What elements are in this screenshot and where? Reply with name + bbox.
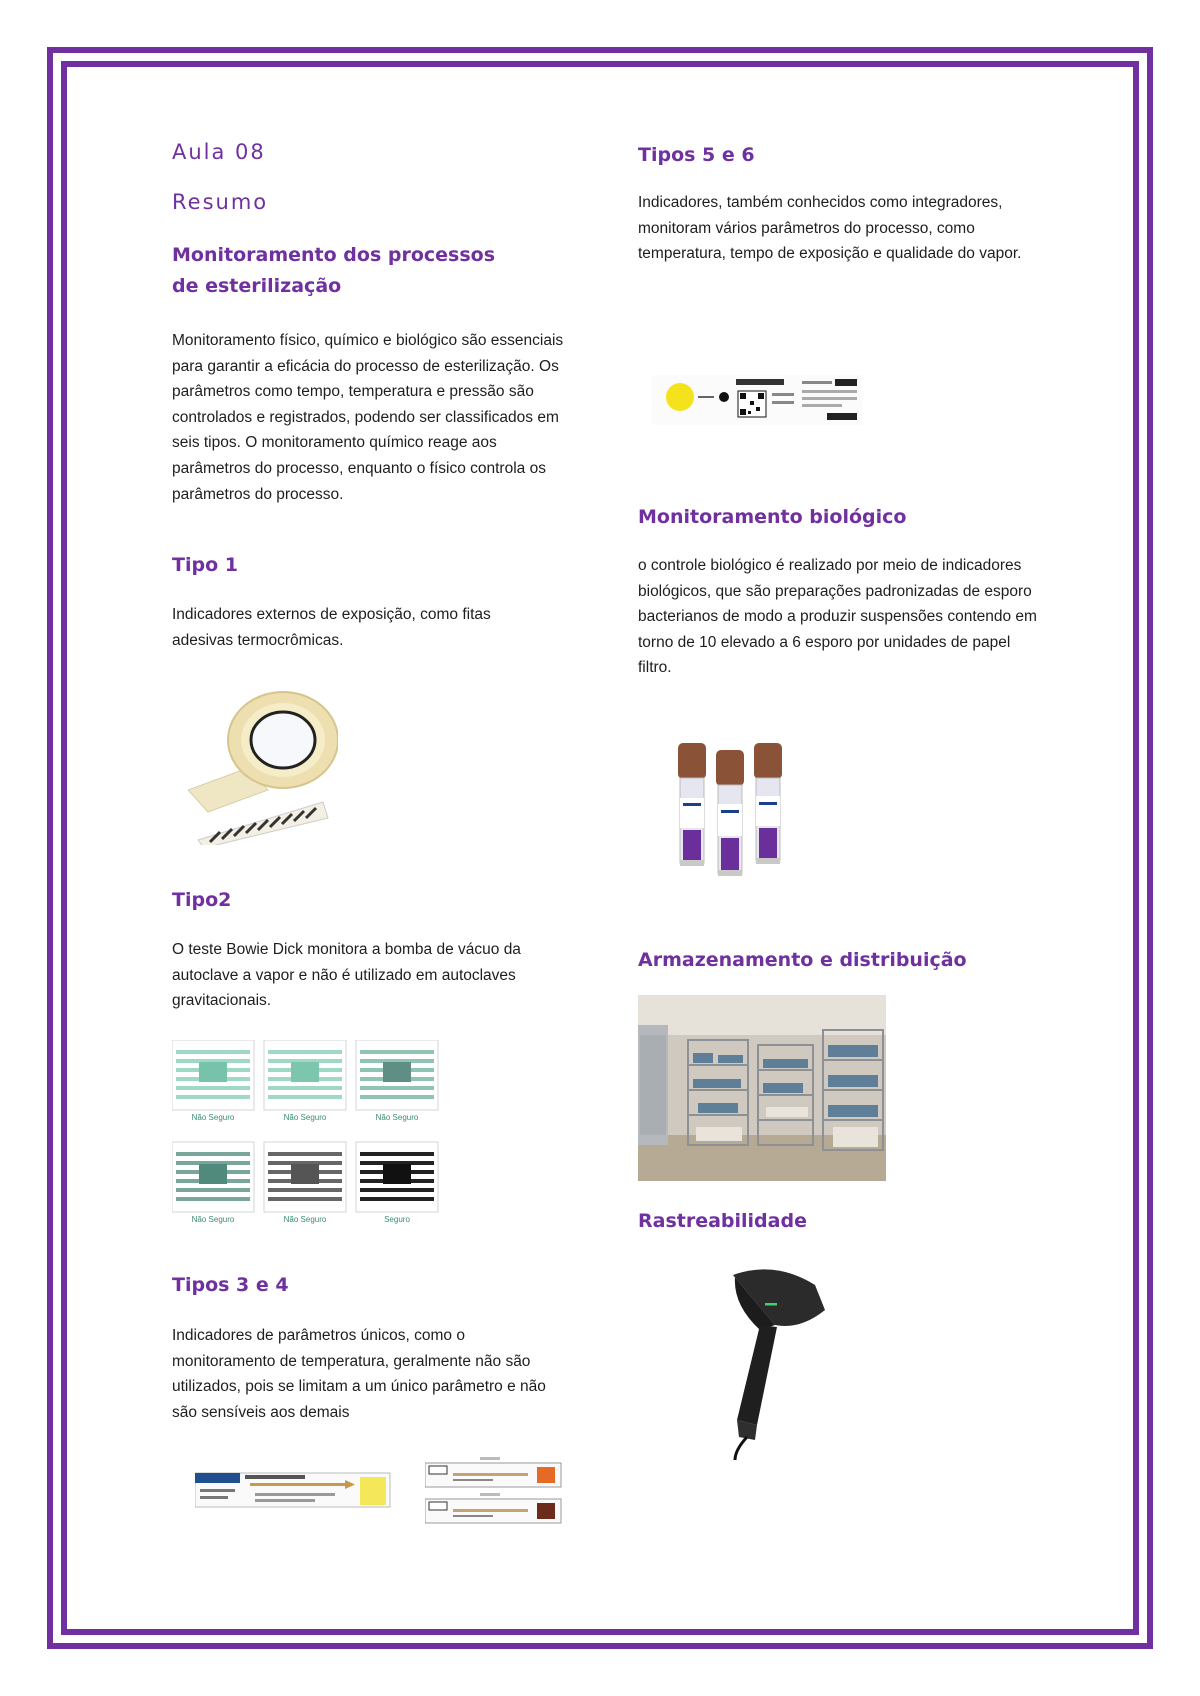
bowie-dick-sheet-label: Não Seguro bbox=[191, 1215, 235, 1224]
bowie-dick-sheet-label: Não Seguro bbox=[283, 1113, 327, 1122]
bowie-dick-sheet bbox=[356, 1142, 438, 1224]
section-body-tipo1: Indicadores externos de exposição, como fitas adesivas termocrômicas. bbox=[172, 606, 491, 649]
lesson-title: Aula 08 bbox=[172, 140, 266, 164]
storage-room-photo bbox=[638, 995, 886, 1181]
section-heading-tipos-3-4: Tipos 3 e 4 bbox=[172, 1274, 289, 1296]
tape-roll-image bbox=[188, 690, 338, 845]
section-heading-biologico: Monitoramento biológico bbox=[638, 506, 907, 528]
section-body-tipos-3-4: Indicadores de parâmetros únicos, como o monitoramento de temperatura, geralmente não são utilizados, pois se limitam a um único parâmetro e não são sensíveis aos demais bbox=[172, 1327, 546, 1421]
section-heading-rastreabilidade: Rastreabilidade bbox=[638, 1210, 807, 1232]
integrator-indicator-image bbox=[652, 375, 862, 425]
section-body-monitoramento: Monitoramento físico, químico e biológico são essenciais para garantir a eficácia do processo de esterilização. Os parâmetros como tempo, temperatura e pressão são controlados e registrados, podendo ser classificados em seis tipos. O monitoramento químico reage aos parâmetros do processo, enquanto o físico controla os parâmetros do processo. bbox=[172, 332, 564, 503]
bowie-dick-sheet-label: Seguro bbox=[384, 1215, 410, 1224]
bowie-dick-sheet bbox=[172, 1040, 254, 1122]
section-body-tipos-5-6: Indicadores, também conhecidos como integradores, monitoram vários parâmetros do processo, como temperatura, tempo de exposição e qualidade do vapor. bbox=[638, 194, 1022, 263]
section-heading-armazenamento: Armazenamento e distribuição bbox=[638, 949, 967, 971]
section-body-tipo2: O teste Bowie Dick monitora a bomba de vácuo da autoclave a vapor e não é utilizado em autoclaves gravitacionais. bbox=[172, 941, 521, 1010]
temperature-indicator-strips-image bbox=[425, 1455, 565, 1525]
section-body-biologico: o controle biológico é realizado por meio de indicadores biológicos, que são preparações padronizadas de esporo bacterianos de modo a produzir suspensões contendo em torno de 10 elevado a 6 esporo por unidades de papel filtro. bbox=[638, 557, 1037, 677]
single-parameter-indicator-image bbox=[195, 1465, 395, 1515]
bowie-dick-sheet bbox=[264, 1040, 346, 1122]
barcode-scanner-image bbox=[705, 1265, 835, 1460]
bowie-dick-sheets-image bbox=[172, 1040, 452, 1245]
bowie-dick-sheet bbox=[356, 1040, 438, 1122]
bowie-dick-sheet bbox=[264, 1142, 346, 1224]
section-heading-monitoramento: Monitoramento dos processos de esterilização bbox=[172, 244, 496, 297]
section-heading-tipos-5-6: Tipos 5 e 6 bbox=[638, 144, 755, 166]
bowie-dick-sheet-label: Não Seguro bbox=[191, 1113, 235, 1122]
bowie-dick-sheet-label: Não Seguro bbox=[283, 1215, 327, 1224]
biological-indicator-vials-image bbox=[670, 738, 790, 883]
bowie-dick-sheet bbox=[172, 1142, 254, 1224]
summary-title: Resumo bbox=[172, 190, 269, 214]
section-heading-tipo1: Tipo 1 bbox=[172, 554, 238, 576]
bowie-dick-sheet-label: Não Seguro bbox=[375, 1113, 419, 1122]
section-heading-tipo2: Tipo2 bbox=[172, 889, 232, 911]
